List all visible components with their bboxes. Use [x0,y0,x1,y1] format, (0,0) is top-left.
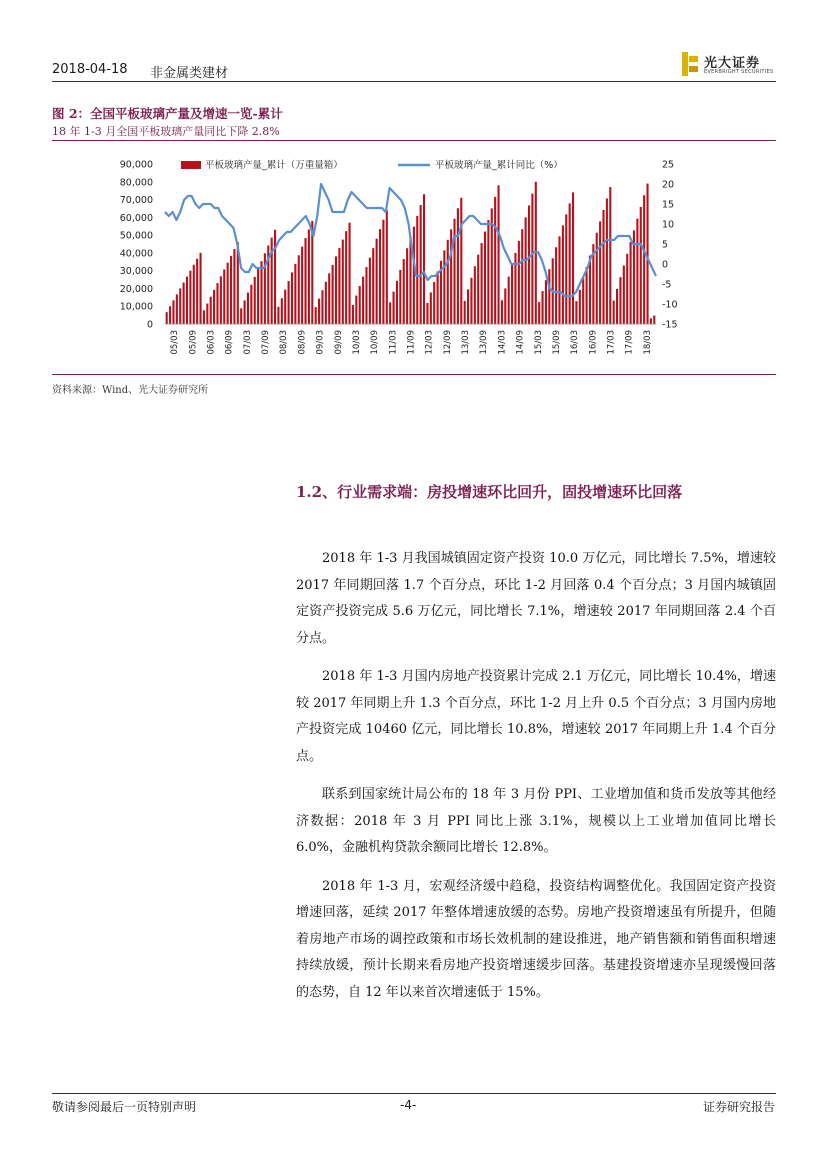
bar-mark [565,214,567,324]
header-category: 非金属类建材 [150,66,229,81]
x-tick-label: 09/09 [333,330,344,355]
bar-mark [653,316,655,324]
bar-mark [542,291,544,324]
bar-mark [464,301,466,324]
bar-mark [453,219,455,324]
x-tick-label: 08/03 [279,330,290,355]
bar-mark [328,273,330,324]
y-left-tick-label: 30,000 [119,266,153,278]
y-right-tick-label: -10 [662,299,678,311]
x-tick-label: 14/03 [497,330,508,355]
bar-mark [555,247,557,324]
x-tick-label: 07/03 [242,330,253,355]
bar-mark [416,216,418,324]
bar-mark [349,223,351,324]
x-tick-label: 10/09 [370,330,381,355]
bar-mark [443,250,445,324]
bar-mark [220,276,222,324]
bar-mark [193,265,195,324]
bar-mark [437,271,439,324]
bar-mark [494,197,496,324]
bar-mark [558,236,560,324]
x-tick-label: 07/09 [261,330,272,355]
x-tick-label: 15/03 [533,330,544,355]
bar-mark [484,232,486,324]
bar-mark [257,269,259,324]
bar-mark [403,259,405,324]
x-tick-label: 10/03 [351,330,362,355]
y-left-tick-label: 40,000 [119,248,153,260]
bar-mark [274,230,276,324]
paragraph: 联系到国家统计局公布的 18 年 3 月份 PPI、工业增加值和货币发放等其他经济数据：2018 年 3 月 PPI 同比上涨 3.1%，规模以上工业增加值同比增长 6.0%，金融机构贷款余额同比增长 12.8%。 [296,787,776,855]
x-tick-label: 12/09 [442,330,453,355]
bar-mark [393,292,395,324]
bar-mark [321,290,323,324]
figure-subtitle: 18 年 1-3 月全国平板玻璃产量同比下降 2.8% [52,125,280,138]
legend-line-label: 平板玻璃产量_累计同比（%） [435,160,563,171]
bar-mark [504,288,506,324]
x-tick-label: 05/03 [170,330,181,355]
y-right-tick-label: 20 [662,179,675,191]
bar-mark [518,241,520,324]
bar-mark [457,208,459,324]
bar-mark [538,302,540,324]
y-left-tick-label: 90,000 [119,159,153,171]
bar-mark [460,198,462,324]
y-right-tick-label: -5 [662,279,672,291]
bar-mark [203,310,205,324]
bar-mark [179,288,181,324]
y-left-tick-label: 60,000 [119,212,153,224]
logo-text-cn: 光大证券 [704,56,761,71]
header-date: 2018-04-18 [52,62,128,77]
bar-mark [288,281,290,324]
legend-bar-swatch [181,161,201,169]
bar-mark [359,286,361,324]
bar-mark [643,195,645,324]
bar-mark [332,265,334,324]
bar-mark [281,298,283,324]
footer-disclaimer: 敬请参阅最后一页特别声明 [52,1100,197,1114]
paragraph: 2018 年 1-3 月，宏观经济缓中趋稳，投资结构调整优化。我国固定资产投资增速回落，延续 2017 年整体增速放缓的态势。房地产投资增速虽有所提升，但随着房地产市场的调控政策和市场长效机制的建设推进，地产销售额和销售面积增速持续放缓，预计长期来看房地产投资增速缓步回落。基建投资增速亦呈现缓慢回落的态势，自 12 年以来首次增速低于 15%。 [296,878,776,1000]
bar-mark [528,205,530,324]
x-tick-label: 06/03 [206,330,217,355]
x-tick-label: 11/03 [388,330,399,355]
bar-mark [315,307,317,324]
bar-mark [636,219,638,324]
bar-mark [511,265,513,324]
bar-mark [497,185,499,324]
bar-mark [487,220,489,324]
figure-title: 图 2：全国平板玻璃产量及增速一览-累计 [52,106,283,121]
bar-mark [640,207,642,324]
bar-mark [172,300,174,324]
figure-source: 资料来源：Wind、光大证券研究所 [52,385,209,396]
bar-mark [447,240,449,324]
bar-mark [382,220,384,324]
bar-mark [399,270,401,324]
bar-mark [291,272,293,324]
bar-mark [335,256,337,324]
y-right-tick-label: 0 [662,259,669,271]
bar-mark [196,259,198,324]
legend-bar-label: 平板玻璃产量_累计（万重量箱） [205,160,343,171]
footer-report-type: 证券研究报告 [702,1100,775,1114]
footer-rule [52,1093,776,1094]
bar-mark [233,249,235,324]
bar-mark [183,283,185,324]
bar-mark [206,304,208,324]
bar-mark [613,301,615,324]
bar-mark [365,267,367,324]
bar-mark [189,271,191,324]
bar-mark [474,266,476,324]
bar-mark [586,267,588,324]
y-left-tick-label: 50,000 [119,230,153,242]
y-right-tick-label: 10 [662,219,675,231]
bar-mark [227,263,229,324]
x-tick-label: 17/03 [606,330,617,355]
company-logo [682,52,778,78]
bar-mark [308,229,310,324]
x-tick-label: 16/03 [570,330,581,355]
x-tick-label: 09/03 [315,330,326,355]
y-left-tick-label: 10,000 [119,301,153,313]
bar-mark [200,253,202,324]
bar-mark [166,312,168,324]
glass-output-chart [108,150,678,372]
y-left-tick-label: 20,000 [119,283,153,295]
bar-mark [260,261,262,324]
bar-mark [470,278,472,324]
bar-mark [420,205,422,324]
figure-rule-top [52,140,776,141]
bar-mark [244,300,246,324]
bar-mark [338,248,340,324]
bar-mark [572,192,574,324]
bar-mark [240,308,242,324]
bar-mark [481,243,483,324]
x-tick-label: 12/03 [424,330,435,355]
bar-mark [213,290,215,324]
bar-mark [525,217,527,324]
bar-mark [579,290,581,324]
bar-mark [301,247,303,324]
y-left-tick-label: 0 [146,319,153,331]
bar-mark [379,229,381,324]
bar-mark [599,221,601,324]
y-left-tick-label: 70,000 [119,195,153,207]
bar-mark [630,242,632,324]
logo-text-en: EVERBRIGHT SECURITIES [704,69,774,75]
bar-mark [477,255,479,324]
x-tick-label: 13/09 [479,330,490,355]
y-right-tick-label: -15 [662,319,678,331]
body-text [296,546,776,1018]
bar-mark [646,184,648,324]
paragraph: 2018 年 1-3 月我国城镇固定资产投资 10.0 万亿元，同比增长 7.5%，增速较 2017 年同期回落 1.7 个百分点，环比 1-2 月回落 0.4 个百分点；3 月国内城镇固定资产投资完成 5.6 万亿元，同比增长 7.1%，增速较 2017 年同期回落 2.4 个百分点。 [296,551,776,646]
section-heading: 1.2、行业需求端：房投增速环比回升，固投增速环比回落 [296,483,683,501]
bar-mark [389,302,391,324]
bar-mark [216,283,218,324]
bar-mark [304,238,306,324]
bar-mark [396,281,398,324]
bar-mark [247,293,249,324]
bar-mark [376,239,378,324]
bar-mark [413,227,415,324]
y-right-tick-label: 15 [662,199,675,211]
bar-mark [169,306,171,324]
bar-mark [406,248,408,324]
bar-mark [562,225,564,324]
bar-mark [626,254,628,324]
x-tick-label: 18/03 [642,330,653,355]
x-tick-label: 14/09 [515,330,526,355]
bar-mark [521,229,523,324]
bar-mark [176,294,178,324]
bar-mark [619,277,621,324]
bar-mark [569,203,571,324]
bar-mark [345,231,347,324]
x-tick-label: 13/03 [461,330,472,355]
bar-mark [230,256,232,324]
logo-mark-icon [682,52,698,76]
bar-mark [342,240,344,324]
bar-mark [609,187,611,324]
x-tick-label: 17/09 [624,330,635,355]
bar-mark [623,265,625,324]
bar-mark [433,282,435,324]
bar-mark [426,303,428,324]
bar-mark [531,194,533,324]
paragraph: 2018 年 1-3 月国内房地产投资累计完成 2.1 万亿元，同比增长 10.4%，增速较 2017 年同期上升 1.3 个百分点，环比 1-2 月上升 0.5 个百分点；3 月国内房地产投资完成 10460 亿元，同比增长 10.8%，增速较 2017 年同期上升 1.4 个百分点。 [296,669,776,764]
y-right-tick-label: 5 [662,239,669,251]
bar-mark [294,264,296,324]
bar-mark [650,318,652,324]
bar-mark [606,199,608,324]
bar-mark [602,210,604,324]
bar-mark [210,297,212,324]
bar-mark [352,305,354,324]
bar-mark [372,248,374,324]
figure-rule-bottom [52,374,776,375]
header-rule [52,81,776,82]
bar-mark [582,278,584,324]
bar-mark [318,299,320,324]
page-number: -4- [400,1098,417,1112]
bar-mark [284,290,286,324]
x-tick-label: 05/09 [188,330,199,355]
bar-mark [362,277,364,324]
bar-mark [508,277,510,324]
bar-mark [467,289,469,324]
x-tick-label: 08/09 [297,330,308,355]
bar-mark [277,307,279,324]
bar-mark [369,258,371,324]
bar-mark [386,210,388,324]
bar-mark [545,280,547,324]
bar-mark [325,282,327,324]
x-tick-label: 16/09 [588,330,599,355]
x-tick-label: 15/09 [551,330,562,355]
bar-mark [616,289,618,324]
bar-mark [186,277,188,324]
bar-mark [430,292,432,324]
y-right-tick-label: 25 [662,159,675,171]
bar-mark [548,269,550,324]
x-tick-label: 11/09 [406,330,417,355]
bar-mark [250,285,252,324]
bar-mark [223,269,225,324]
x-tick-label: 06/09 [224,330,235,355]
bar-mark [501,300,503,324]
bar-mark [575,301,577,324]
bar-mark [298,255,300,324]
bar-mark [355,296,357,324]
bar-mark [596,233,598,324]
y-left-tick-label: 80,000 [119,177,153,189]
bar-mark [423,194,425,324]
bar-mark [254,277,256,324]
